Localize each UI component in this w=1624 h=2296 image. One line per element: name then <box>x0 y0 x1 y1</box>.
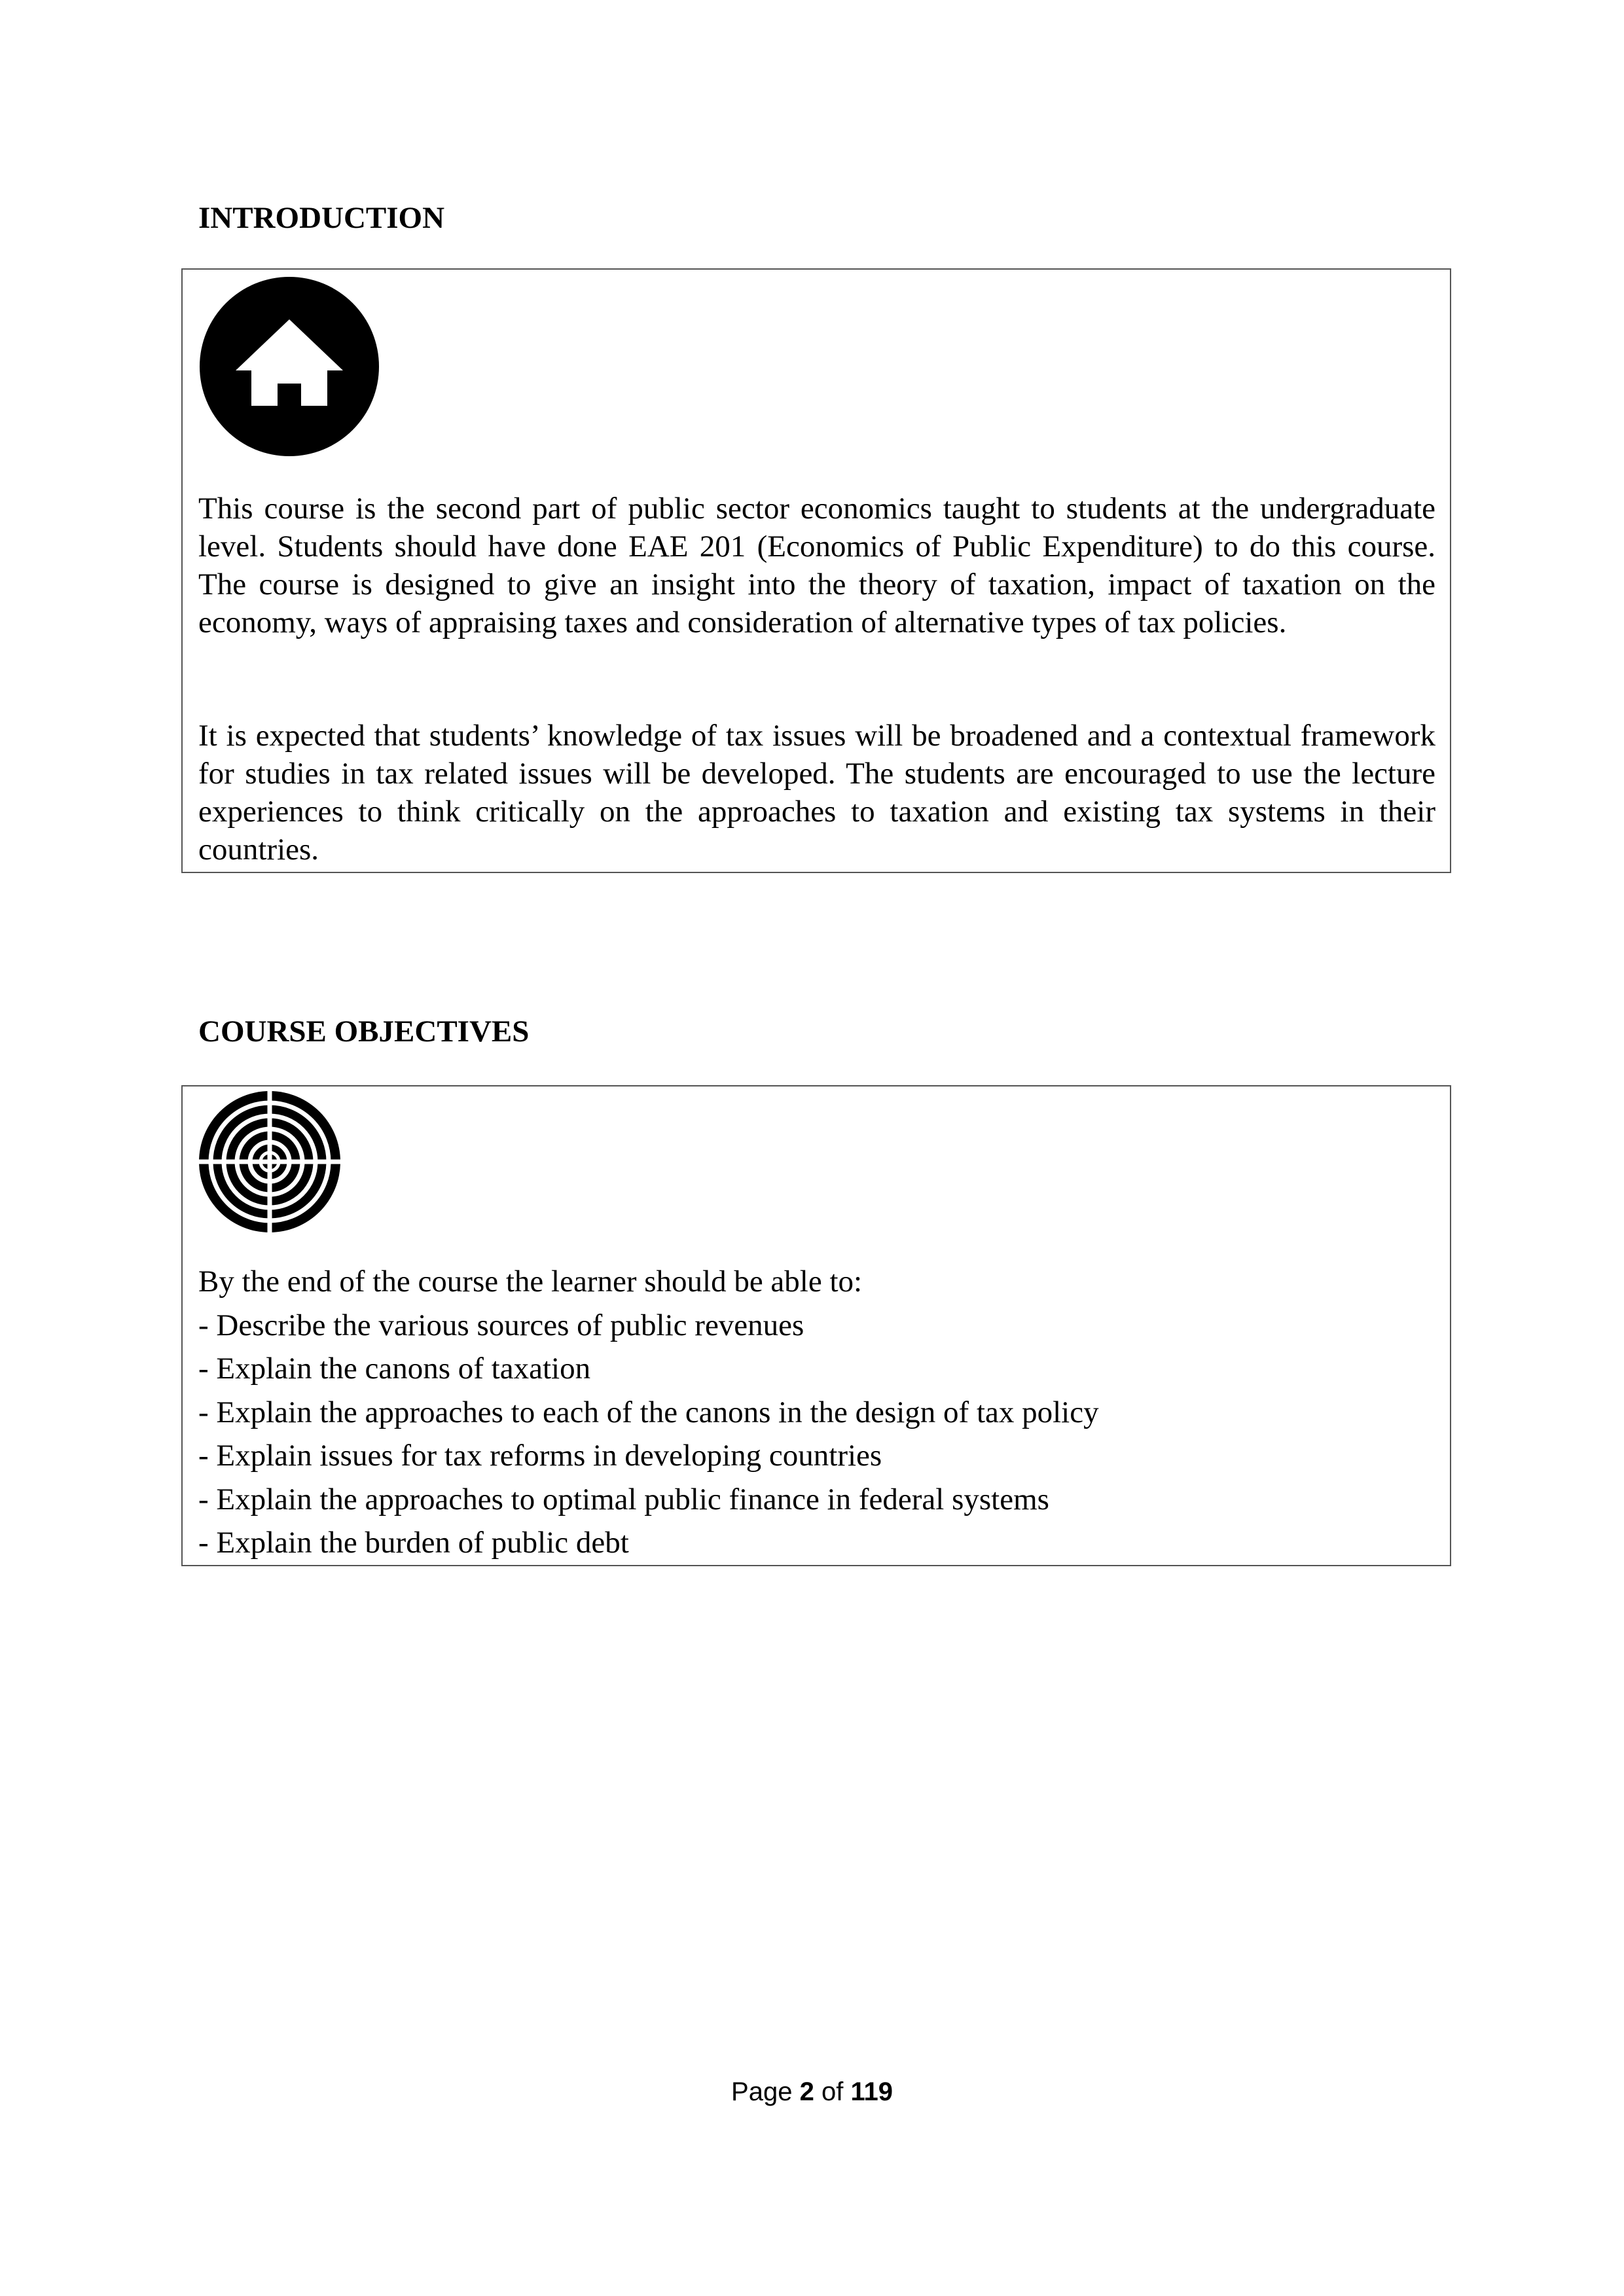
page-number: 2 <box>799 2077 814 2106</box>
page-label: Page <box>731 2077 793 2106</box>
list-item: - Explain the burden of public debt <box>198 1526 629 1560</box>
course-objectives-heading: COURSE OBJECTIVES <box>198 1014 530 1049</box>
of-label: of <box>821 2077 844 2106</box>
home-icon <box>198 275 381 458</box>
list-item: - Explain the approaches to optimal public finance in federal systems <box>198 1482 1049 1516</box>
objectives-lead: By the end of the course the learner should be able to: <box>198 1265 863 1299</box>
target-icon <box>198 1090 342 1234</box>
introduction-paragraph: This course is the second part of public sector economics taught to students at the undergraduate level. Students should have done EAE 201 (Economics of Public Expenditure) to do this course. The course is designed to give an insight into the theory of taxation, impact of taxation on the economy, ways of appraising taxes and consideration of alternative types of tax policies. <box>198 492 1435 639</box>
list-item: - Describe the various sources of public revenues <box>198 1308 804 1342</box>
list-item: - Explain the approaches to each of the canons in the design of tax policy <box>198 1395 1099 1429</box>
page-footer <box>0 2076 1624 2108</box>
course-objectives-list <box>198 1260 1435 1565</box>
list-item: - Explain the canons of taxation <box>198 1352 591 1386</box>
introduction-paragraph: It is expected that students’ knowledge of tax issues will be broadened and a contextual framework for studies in tax related issues will be developed. The students are encouraged to use the lecture experiences to think critically on the approaches to taxation and existing tax systems in their countries. <box>198 719 1435 867</box>
introduction-heading: INTRODUCTION <box>198 201 445 235</box>
total-pages: 119 <box>850 2077 893 2106</box>
list-item: - Explain issues for tax reforms in developing countries <box>198 1439 882 1473</box>
